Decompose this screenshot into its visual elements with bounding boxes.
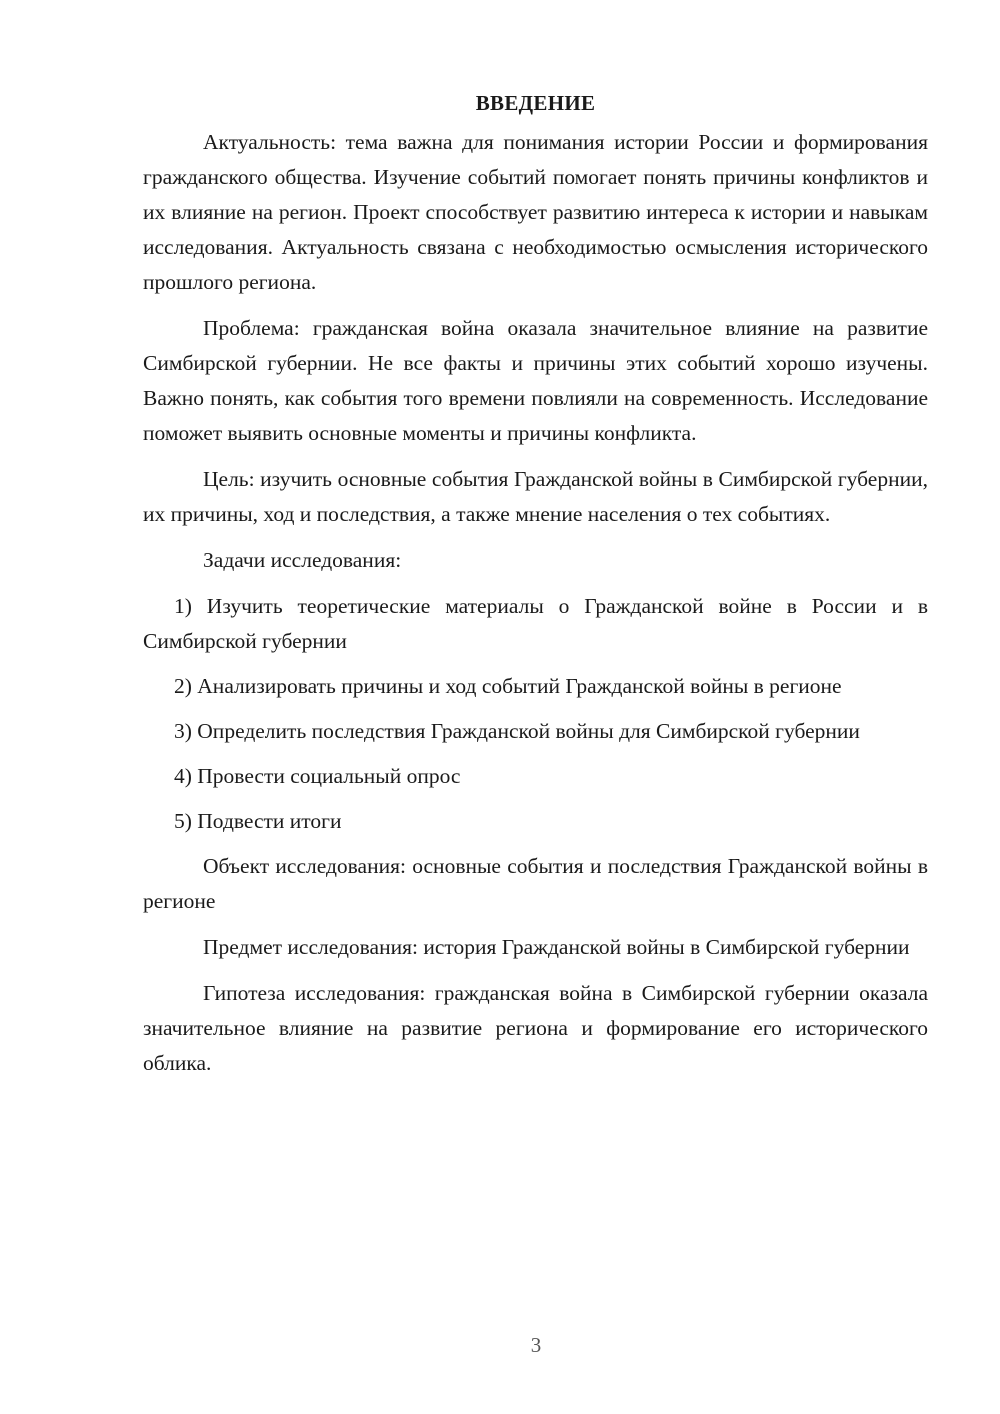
page-number: 3 <box>530 1333 542 1357</box>
document-page <box>143 88 928 1092</box>
tasks-heading: Задачи исследования: <box>203 548 402 572</box>
goal-paragraph: Цель: изучить основные события Гражданской войны в Симбирской губернии, их причины, ход и последствия, а также мнение населения о тех событиях. <box>143 467 928 526</box>
task-item: 3) Определить последствия Гражданской войны для Симбирской губернии <box>174 719 860 743</box>
task-item: 4) Провести социальный опрос <box>174 764 461 788</box>
problem-paragraph: Проблема: гражданская война оказала значительное влияние на развитие Симбирской губернии. Не все факты и причины этих событий хорошо изучены. Важно понять, как события того времени повлияли на современность. Исследование поможет выявить основные моменты и причины конфликта. <box>143 316 928 445</box>
subject-paragraph: Предмет исследования: история Гражданской войны в Симбирской губернии <box>203 935 910 959</box>
task-item: 2) Анализировать причины и ход событий Гражданской войны в регионе <box>174 674 842 698</box>
task-item: 1) Изучить теоретические материалы о Гражданской войне в России и в Симбирской губернии <box>143 594 928 653</box>
task-item: 5) Подвести итоги <box>174 809 342 833</box>
hypothesis-paragraph: Гипотеза исследования: гражданская война в Симбирской губернии оказала значительное влияние на развитие региона и формирование его исторического облика. <box>143 981 928 1075</box>
object-paragraph: Объект исследования: основные события и последствия Гражданской войны в регионе <box>143 854 928 913</box>
section-title: ВВЕДЕНИЕ <box>475 91 596 115</box>
relevance-paragraph: Актуальность: тема важна для понимания истории России и формирования гражданского общества. Изучение событий помогает понять причины конфликтов и их влияние на регион. Проект способствует развитию интереса к истории и навыкам исследования. Актуальность связана с необходимостью осмысления исторического прошлого региона. <box>143 130 928 294</box>
